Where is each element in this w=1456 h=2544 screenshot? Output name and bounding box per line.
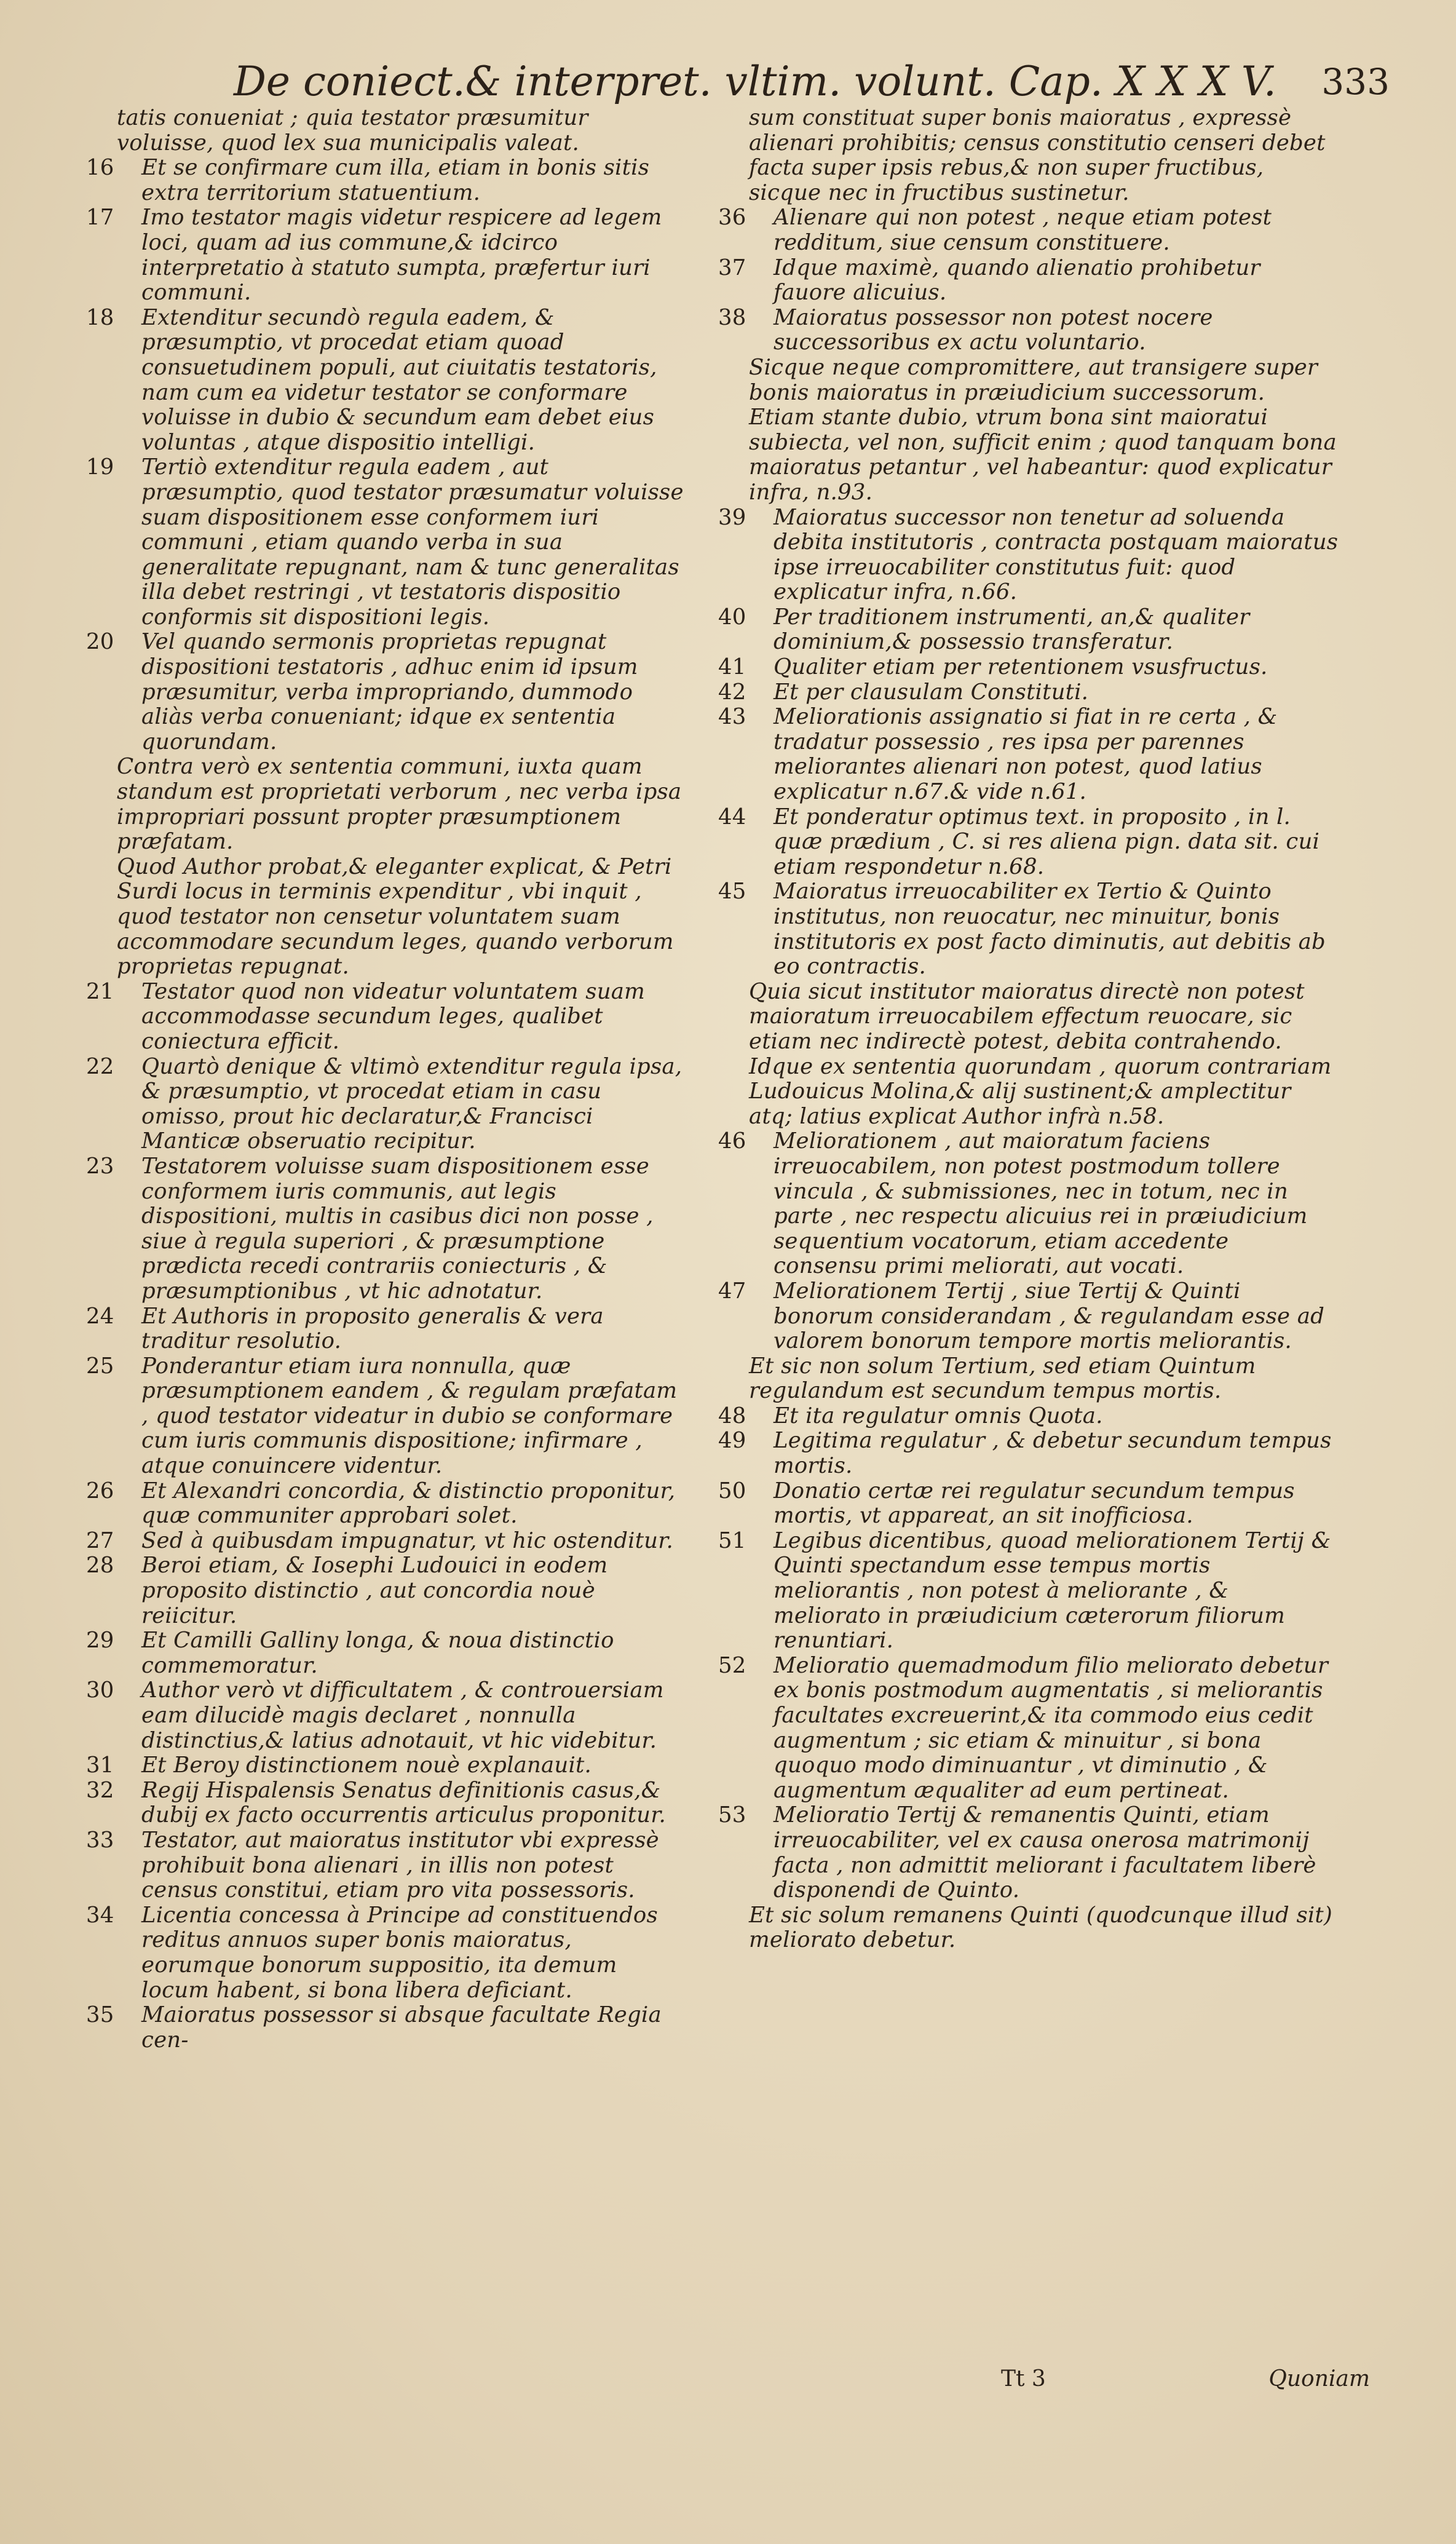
summary-entry — [712, 1404, 1339, 1429]
summary-entry — [80, 1354, 689, 1479]
entry-text: Quia sicut institutor maioratus directè non potest maioratum irreuocabilem effectum reuocare, sic etiam nec indirectè potest, debita contrahendo. — [749, 978, 1305, 1054]
entry-text: Et per clausulam Constituti. — [774, 679, 1089, 705]
summary-entry — [712, 256, 1339, 306]
entry-text: Testator quod non videatur voluntatem suam accommodasse secundum leges, qualibet coniectura efficit. — [141, 978, 645, 1054]
entry-number: 21 — [86, 978, 114, 1004]
summary-entry — [80, 156, 689, 205]
entry-text: tatis conueniat ; quia testator præsumitur voluisse, quod lex sua municipalis valeat. — [117, 105, 588, 156]
entry-number: 25 — [86, 1353, 114, 1379]
entry-number: 42 — [718, 679, 746, 705]
entry-number: 34 — [86, 1902, 114, 1928]
entry-number: 35 — [86, 2002, 114, 2028]
entry-number: 36 — [718, 205, 746, 231]
entry-text: Donatio certæ rei regulatur secundum tempus mortis, vt appareat, an sit inofficiosa. — [774, 1478, 1295, 1529]
entry-number: 32 — [86, 1777, 114, 1803]
entry-number: 28 — [86, 1553, 114, 1579]
summary-entry — [712, 106, 1339, 205]
right-column — [712, 106, 1339, 1953]
entry-text: Testatorem voluisse suam dispositionem esse conformem iuris communis, aut legis dispositioni, multis in casibus dici non posse , siue à regula superiori , & præsumptione prædicta recedi contrariis coniecturis , & præsumptionibus , vt hic adnotatur. — [141, 1153, 654, 1304]
summary-entry — [80, 630, 689, 755]
entry-number: 29 — [86, 1628, 114, 1654]
summary-entry — [80, 1828, 689, 1903]
entry-number: 47 — [718, 1278, 746, 1304]
summary-entry — [80, 205, 689, 305]
entry-text: Maioratus possessor non potest nocere successoribus ex actu voluntario. — [774, 304, 1213, 355]
entry-text: Et sic non solum Tertium, sed etiam Quintum regulandum est secundum tempus mortis. — [749, 1353, 1256, 1404]
summary-entry — [712, 1529, 1339, 1654]
entry-number: 40 — [718, 604, 746, 630]
entry-text: Author verò vt difficultatem , & controuersiam eam dilucidè magis declaret , nonnulla distinctius,& latius adnotauit, vt hic videbitur. — [141, 1678, 664, 1753]
summary-entry — [712, 1903, 1339, 1953]
entry-number: 44 — [718, 804, 746, 830]
entry-text: Regij Hispalensis Senatus definitionis casus,& dubij ex facto occurrentis articulus proponitur. — [141, 1777, 667, 1828]
entry-number: 31 — [86, 1753, 114, 1778]
entry-number: 19 — [86, 454, 114, 480]
summary-entry — [712, 505, 1339, 605]
entry-text: Meliorationem Tertij , siue Tertij & Quinti bonorum considerandam , & regulandam esse ad valorem bonorum tempore mortis meliorantis. — [774, 1278, 1325, 1354]
entry-number: 49 — [718, 1428, 746, 1454]
summary-entry — [712, 1129, 1339, 1279]
summary-entry — [80, 1753, 689, 1778]
summary-entry — [80, 106, 689, 156]
summary-entry — [712, 1479, 1339, 1529]
entry-text: Et Beroy distinctionem nouè explanauit. — [141, 1753, 592, 1778]
entry-number: 51 — [718, 1528, 746, 1553]
summary-entry — [712, 1354, 1339, 1404]
summary-entry — [80, 855, 689, 980]
entry-text: Imo testator magis videtur respicere ad legem loci, quam ad ius commune,& idcirco interpretatio à statuto sumpta, præfertur iuri communi. — [141, 205, 662, 306]
summary-entry — [712, 306, 1339, 355]
entry-text: Sed à quibusdam impugnatur, vt hic ostenditur. — [141, 1528, 673, 1553]
entry-number: 20 — [86, 629, 114, 655]
summary-entry — [80, 306, 689, 456]
entry-number: 43 — [718, 704, 746, 730]
entry-text: Contra verò ex sententia communi, iuxta quam standum est proprietati verborum , nec verba ipsa impropriari possunt propter præsumptionem præfatam. — [117, 754, 682, 855]
entry-number: 41 — [718, 654, 746, 680]
entry-text: Licentia concessa à Principe ad constituendos reditus annuos super bonis maioratus, eorumque bonorum suppositio, ita demum locum habent, si bona libera deficiant. — [141, 1902, 658, 2003]
summary-entry — [80, 1304, 689, 1354]
signature-mark: Tt 3 — [1001, 2366, 1046, 2391]
entry-text: Et se confirmare cum illa, etiam in bonis sitis extra territorium statuentium. — [141, 155, 650, 205]
summary-entry — [80, 1628, 689, 1678]
entry-text: Melioratio quemadmodum filio meliorato debetur ex bonis postmodum augmentatis , si meliorantis facultates excreuerint,& ita commodo eius cedit augmentum ; sic etiam & minuitur , si bona quoquo modo diminuantur , vt diminutio , & augmentum æqualiter ad eum pertineat. — [774, 1652, 1329, 1803]
entry-number: 26 — [86, 1478, 114, 1504]
entry-text: Meliorationis assignatio si fiat in re certa , & tradatur possessio , res ipsa per parennes meliorantes alienari non potest, quod latius explicatur n.67.& vide n.61. — [774, 704, 1278, 805]
summary-entry — [712, 405, 1339, 505]
summary-entry — [712, 1055, 1339, 1130]
entry-number: 17 — [86, 205, 114, 231]
entry-number: 37 — [718, 255, 746, 280]
entry-text: Vel quando sermonis proprietas repugnat dispositioni testatoris , adhuc enim id ipsum præsumitur, verba impropriando, dummodo aliàs verba conueniant; idque ex sententia quorundam. — [141, 629, 638, 755]
entry-text: Etiam stante dubio, vtrum bona sint maioratui subiecta, vel non, sufficit enim ; quod tanquam bona maioratus petantur , vel habeantur: quod explicatur infra, n.93. — [749, 405, 1337, 505]
entry-text: Idque maximè, quando alienatio prohibetur fauore alicuius. — [774, 255, 1260, 306]
summary-entry — [80, 2003, 689, 2053]
entry-text: sum constituat super bonis maioratus , expressè alienari prohibitis; census constitutio censeri debet facta super ipsis rebus,& non super fructibus, sicque nec in fructibus sustinetur. — [749, 105, 1326, 205]
summary-entry — [80, 1154, 689, 1304]
entry-text: Meliorationem , aut maioratum faciens irreuocabilem, non potest postmodum tollere vincula , & submissiones, nec in totum, nec in parte , nec respectu alicuius rei in præiudicium sequentium vocatorum, etiam accedente consensu primi meliorati, aut vocati. — [774, 1128, 1308, 1279]
entry-text: Tertiò extenditur regula eadem , aut præsumptio, quod testator præsumatur voluisse suam dispositionem esse conformem iuri communi , etiam quando verba in sua generalitate repugnant, nam & tunc generalitas illa debet restringi , vt testatoris dispositio conformis sit dispositioni legis. — [141, 454, 684, 630]
page-footer — [1001, 2364, 1370, 2395]
entry-number: 38 — [718, 304, 746, 330]
entry-text: Qualiter etiam per retentionem vsusfructus. — [774, 654, 1268, 680]
entry-text: Legitima regulatur , & debetur secundum tempus mortis. — [774, 1428, 1332, 1479]
summary-entry — [712, 1654, 1339, 1804]
summary-entry — [712, 605, 1339, 655]
running-header — [234, 54, 1390, 109]
entry-number: 30 — [86, 1678, 114, 1703]
entry-text: Per traditionem instrumenti, an,& qualiter dominium,& possessio transferatur. — [774, 604, 1250, 655]
summary-entry — [712, 805, 1339, 880]
summary-entry — [712, 655, 1339, 680]
summary-entry — [80, 1529, 689, 1554]
entry-text: Et ponderatur optimus text. in proposito , in l. quæ prædium , C. si res aliena pign. data sit. cui etiam respondetur n.68. — [774, 804, 1320, 879]
entry-number: 18 — [86, 304, 114, 330]
summary-entry — [712, 205, 1339, 255]
summary-entry — [80, 980, 689, 1055]
page-number: 333 — [1321, 61, 1390, 103]
summary-entry — [712, 1803, 1339, 1903]
entry-number: 50 — [718, 1478, 746, 1504]
summary-entry — [80, 1055, 689, 1154]
entry-text: Melioratio Tertij & remanentis Quinti, etiam irreuocabiliter, vel ex causa onerosa matrimonij facta , non admittit meliorant i facultatem liberè disponendi de Quinto. — [774, 1802, 1316, 1903]
entry-text: Ponderantur etiam iura nonnulla, quæ præsumptionem eandem , & regulam præfatam , quod testator videatur in dubio se conformare cum iuris communis dispositione; infirmare , atque conuincere videntur. — [141, 1353, 678, 1479]
entry-text: Maioratus irreuocabiliter ex Tertio & Quinto institutus, non reuocatur, nec minuitur, bonis institutoris ex post facto diminutis, aut debitis ab eo contractis. — [774, 879, 1326, 980]
entry-text: Extenditur secundò regula eadem, & præsumptio, vt procedat etiam quoad consuetudinem populi, aut ciuitatis testatoris, nam cum ea videtur testator se conformare voluisse in dubio & secundum eam debet eius voluntas , atque dispositio intelligi. — [141, 304, 657, 455]
summary-entry — [80, 1479, 689, 1529]
entry-text: Beroi etiam, & Iosephi Ludouici in eodem proposito distinctio , aut concordia nouè reiicitur. — [141, 1553, 608, 1628]
summary-entry — [712, 879, 1339, 979]
entry-text: Maioratus possessor si absque facultate Regia cen- — [141, 2002, 662, 2053]
entry-number: 48 — [718, 1403, 746, 1429]
entry-number: 22 — [86, 1053, 114, 1079]
summary-entry — [712, 1429, 1339, 1478]
summary-entry — [712, 1279, 1339, 1354]
summary-entry — [712, 980, 1339, 1055]
entry-number: 33 — [86, 1827, 114, 1853]
entry-text: Et Alexandri concordia, & distinctio proponitur, quæ communiter approbari solet. — [141, 1478, 676, 1529]
summary-entry — [80, 455, 689, 630]
summary-entry — [80, 1553, 689, 1628]
entry-number: 16 — [86, 155, 114, 181]
summary-entry — [712, 705, 1339, 804]
entry-text: Et sic solum remanens Quinti (quodcunque illud sit) meliorato debetur. — [749, 1902, 1332, 1953]
entry-number: 39 — [718, 504, 746, 530]
summary-entry — [80, 755, 689, 854]
left-column — [80, 106, 689, 2053]
entry-text: Quartò denique & vltimò extenditur regula ipsa, & præsumptio, vt procedat etiam in casu omisso, prout hic declaratur,& Francisci Manticæ obseruatio recipitur. — [141, 1053, 682, 1154]
catchword: Quoniam — [1268, 2366, 1370, 2391]
header-title: De coniect.& interpret. vltim. volunt. Cap. X X X V. — [234, 58, 1276, 105]
entry-number: 27 — [86, 1528, 114, 1553]
entry-text: Idque ex sententia quorundam , quorum contrariam Ludouicus Molina,& alij sustinent;& amplectitur atq; latius explicat Author infrà n.58. — [749, 1053, 1332, 1129]
entry-text: Legibus dicentibus, quoad meliorationem Tertij & Quinti spectandum esse tempus mortis meliorantis , non potest à meliorante , & meliorato in præiudicium cæterorum filiorum renuntiari. — [774, 1528, 1331, 1654]
entry-text: Testator, aut maioratus institutor vbi expressè prohibuit bona alienari , in illis non potest census constitui, etiam pro vita possessoris. — [141, 1827, 659, 1903]
entry-text: Sicque neque compromittere, aut transigere super bonis maioratus in præiudicium successorum. — [749, 354, 1318, 405]
summary-entry — [80, 1903, 689, 2003]
entry-text: Alienare qui non potest , neque etiam potest redditum, siue censum constituere. — [774, 205, 1272, 255]
entry-number: 45 — [718, 879, 746, 905]
summary-entry — [712, 680, 1339, 705]
entry-number: 24 — [86, 1303, 114, 1329]
entry-number: 46 — [718, 1128, 746, 1154]
summary-entry — [80, 1678, 689, 1753]
entry-number: 53 — [718, 1802, 746, 1828]
entry-text: Quod Author probat,& eleganter explicat, & Petri Surdi locus in terminis expenditur , vbi inquit , quod testator non censetur voluntatem suam accommodare secundum leges, quando verborum proprietas repugnat. — [117, 854, 674, 980]
entry-text: Et ita regulatur omnis Quota. — [774, 1403, 1103, 1429]
summary-entry — [80, 1778, 689, 1828]
entry-text: Maioratus successor non tenetur ad soluenda debita institutoris , contracta postquam maioratus ipse irreuocabiliter constitutus fuit: quod explicatur infra, n.66. — [774, 504, 1339, 605]
entry-text: Et Camilli Galliny longa, & noua distinctio commemoratur. — [141, 1628, 614, 1678]
entry-text: Et Authoris in proposito generalis & vera traditur resolutio. — [141, 1303, 604, 1354]
summary-entry — [712, 355, 1339, 405]
entry-number: 23 — [86, 1153, 114, 1179]
entry-number: 52 — [718, 1652, 746, 1678]
